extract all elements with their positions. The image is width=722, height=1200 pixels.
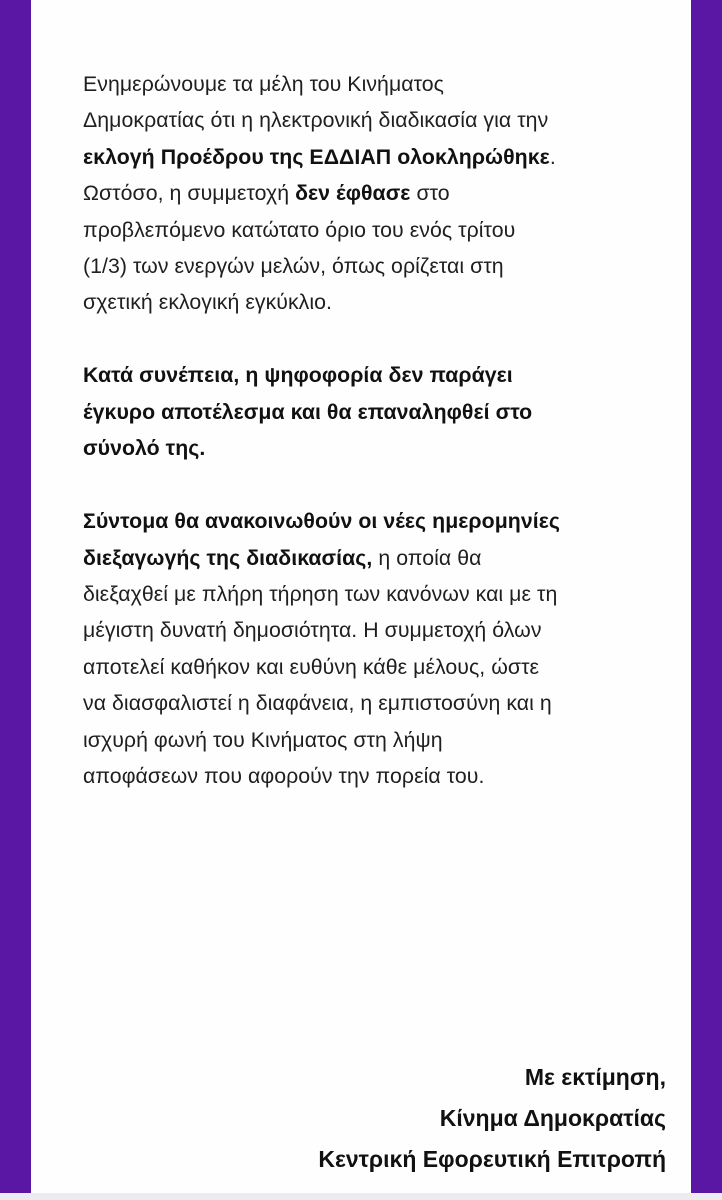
text-line	[83, 612, 683, 648]
text-line	[83, 649, 683, 685]
text-segment: η οποία θα	[372, 545, 482, 570]
bold-text-segment: εκλογή Προέδρου της ΕΔΔΙΑΠ ολοκληρώθηκε	[83, 144, 550, 169]
bold-text-segment: έγκυρο αποτέλεσμα και θα επαναληφθεί στο	[83, 399, 533, 424]
text-segment: .	[549, 144, 556, 169]
text-line	[83, 758, 683, 794]
text-line	[83, 430, 683, 466]
signature-closing: Με εκτίμηση,	[524, 1064, 666, 1090]
text-line	[83, 357, 683, 393]
text-segment: αποτελεί καθήκον και ευθύνη κάθε μέλους, ώστε	[83, 654, 540, 679]
text-line	[83, 248, 683, 284]
text-segment: ισχυρή φωνή του Κινήματος στη λήψη	[83, 727, 443, 752]
text-segment: προβλεπόμενο κατώτατο όριο του ενός τρίτου	[83, 217, 516, 242]
bold-text-segment: Σύντομα θα ανακοινωθούν οι νέες ημερομηνίες	[83, 509, 560, 534]
paragraph-1	[83, 66, 683, 321]
text-line	[83, 66, 683, 102]
text-segment: σχετική εκλογική εγκύκλιο.	[83, 290, 333, 315]
text-line	[83, 540, 683, 576]
text-line	[83, 212, 683, 248]
announcement-page	[31, 0, 691, 1193]
bold-text-segment: σύνολό της.	[83, 436, 206, 461]
announcement-body	[83, 66, 683, 795]
bold-text-segment: Κατά συνέπεια, η ψηφοφορία δεν παράγει	[83, 363, 513, 388]
text-line	[83, 576, 683, 612]
text-segment: μέγιστη δυνατή δημοσιότητα. Η συμμετοχή όλων	[83, 618, 542, 643]
bottom-edge-strip	[0, 1193, 722, 1200]
text-line	[83, 394, 683, 430]
text-segment: Ενημερώνουμε τα μέλη του Κινήματος	[83, 72, 444, 96]
text-line	[83, 503, 683, 539]
text-line	[83, 685, 683, 721]
text-segment: αποφάσεων που αφορούν την πορεία του.	[83, 764, 485, 789]
text-segment: να διασφαλιστεί η διαφάνεια, η εμπιστοσύνη και η	[83, 691, 552, 716]
bold-text-segment: δεν έφθασε	[295, 181, 411, 206]
text-segment: Ωστόσο, η συμμετοχή	[83, 181, 296, 206]
text-segment: (1/3) των ενεργών μελών, όπως ορίζεται στη	[83, 254, 504, 279]
paragraph-3	[83, 503, 683, 794]
bold-text-segment: διεξαγωγής της διαδικασίας,	[83, 545, 373, 570]
text-segment: Δημοκρατίας ότι η ηλεκτρονική διαδικασία για την	[83, 108, 549, 133]
text-segment: διεξαχθεί με πλήρη τήρηση των κανόνων και με τη	[83, 582, 558, 607]
text-line	[83, 284, 683, 320]
text-segment: στο	[410, 181, 450, 206]
paragraph-2	[83, 357, 683, 466]
signature-block	[318, 1057, 666, 1180]
signature-organization: Κίνημα Δημοκρατίας	[439, 1105, 666, 1131]
text-line	[83, 102, 683, 138]
text-line	[83, 722, 683, 758]
signature-committee: Κεντρική Εφορευτική Επιτροπή	[318, 1146, 666, 1172]
text-line	[83, 175, 683, 211]
text-line	[83, 139, 683, 175]
